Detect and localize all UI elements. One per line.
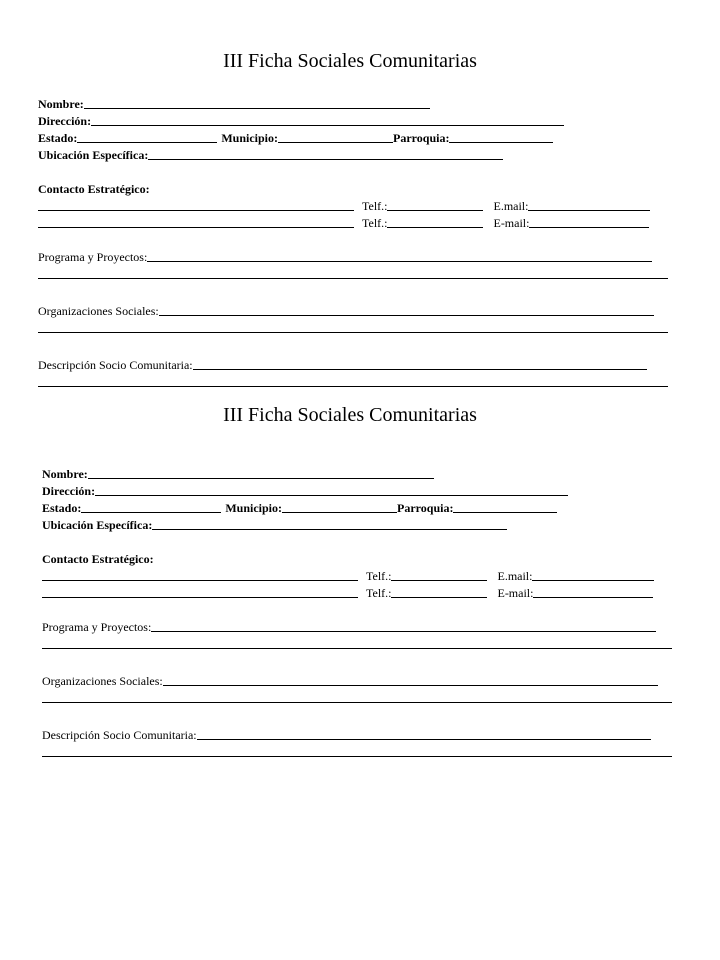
ubicacion-field[interactable] (148, 147, 503, 160)
contacto-line-2 (42, 583, 682, 600)
programa-field-line[interactable] (38, 266, 668, 279)
direccion-label: Dirección: (42, 484, 96, 498)
organizaciones-field-line[interactable] (38, 320, 668, 333)
organizaciones-field-line[interactable] (42, 690, 672, 703)
ubicacion-label: Ubicación Específica: (38, 148, 149, 162)
estado-field[interactable] (81, 500, 221, 513)
municipio-label: Municipio: (221, 131, 279, 145)
programa-row-2 (38, 264, 678, 281)
municipio-field[interactable] (282, 500, 397, 513)
telf-field[interactable] (391, 568, 487, 581)
estado-row (38, 128, 678, 145)
parroquia-field[interactable] (453, 500, 557, 513)
organizaciones-row (38, 301, 678, 318)
email-label: E.mail: (493, 199, 529, 213)
organizaciones-label: Organizaciones Sociales: (42, 674, 163, 688)
contacto-name-field[interactable] (38, 198, 354, 211)
estado-label: Estado: (42, 501, 82, 515)
parroquia-label: Parroquia: (393, 131, 450, 145)
contacto-line-1 (38, 196, 678, 213)
email-field[interactable] (533, 585, 653, 598)
telf-label: Telf.: (362, 199, 388, 213)
email-label: E-mail: (497, 586, 534, 600)
programa-label: Programa y Proyectos: (42, 620, 152, 634)
contacto-line-1 (42, 566, 682, 583)
municipio-label: Municipio: (225, 501, 283, 515)
parroquia-label: Parroquia: (397, 501, 454, 515)
form-title: III Ficha Sociales Comunitarias (223, 404, 477, 426)
contacto-name-field[interactable] (42, 568, 358, 581)
descripcion-row-2 (38, 372, 678, 389)
telf-field[interactable] (391, 585, 487, 598)
email-label: E-mail: (493, 216, 530, 230)
ubicacion-label: Ubicación Específica: (42, 518, 153, 532)
programa-row (38, 247, 678, 264)
nombre-row (42, 464, 682, 481)
nombre-field[interactable] (84, 96, 430, 109)
email-field[interactable] (528, 198, 650, 211)
estado-label: Estado: (38, 131, 78, 145)
descripcion-field-line[interactable] (42, 744, 672, 757)
parroquia-field[interactable] (449, 130, 553, 143)
form-2 (42, 402, 682, 759)
descripcion-field-line[interactable] (38, 374, 668, 387)
nombre-label: Nombre: (38, 97, 84, 111)
contacto-name-field[interactable] (38, 215, 354, 228)
contacto-row (38, 179, 678, 196)
organizaciones-row-2 (38, 318, 678, 335)
direccion-field[interactable] (91, 113, 564, 126)
direccion-field[interactable] (95, 483, 568, 496)
organizaciones-field[interactable] (163, 673, 658, 686)
programa-row-2 (42, 634, 682, 651)
contacto-row (42, 549, 682, 566)
telf-label: Telf.: (366, 569, 392, 583)
telf-field[interactable] (387, 215, 483, 228)
email-field[interactable] (532, 568, 654, 581)
estado-row (42, 498, 682, 515)
descripcion-row-2 (42, 742, 682, 759)
ubicacion-row (42, 515, 682, 532)
programa-field-line[interactable] (42, 636, 672, 649)
direccion-row (38, 111, 678, 128)
descripcion-label: Descripción Socio Comunitaria: (42, 728, 197, 742)
organizaciones-label: Organizaciones Sociales: (38, 304, 159, 318)
contacto-label: Contacto Estratégico: (42, 552, 154, 566)
programa-field[interactable] (147, 249, 652, 262)
email-field[interactable] (529, 215, 649, 228)
nombre-label: Nombre: (42, 467, 88, 481)
ubicacion-row (38, 145, 678, 162)
form-title: III Ficha Sociales Comunitarias (223, 50, 477, 72)
municipio-field[interactable] (278, 130, 393, 143)
descripcion-field[interactable] (197, 727, 651, 740)
organizaciones-row-2 (42, 688, 682, 705)
descripcion-label: Descripción Socio Comunitaria: (38, 358, 193, 372)
organizaciones-row (42, 671, 682, 688)
form-1 (38, 48, 678, 389)
contacto-name-field[interactable] (42, 585, 358, 598)
descripcion-field[interactable] (193, 357, 647, 370)
contacto-line-2 (38, 213, 678, 230)
descripcion-row (42, 725, 682, 742)
programa-field[interactable] (151, 619, 656, 632)
email-label: E.mail: (497, 569, 533, 583)
estado-field[interactable] (77, 130, 217, 143)
telf-label: Telf.: (362, 216, 388, 230)
direccion-row (42, 481, 682, 498)
telf-label: Telf.: (366, 586, 392, 600)
organizaciones-field[interactable] (159, 303, 654, 316)
telf-field[interactable] (387, 198, 483, 211)
descripcion-row (38, 355, 678, 372)
direccion-label: Dirección: (38, 114, 92, 128)
programa-row (42, 617, 682, 634)
nombre-field[interactable] (88, 466, 434, 479)
contacto-label: Contacto Estratégico: (38, 182, 150, 196)
nombre-row (38, 94, 678, 111)
programa-label: Programa y Proyectos: (38, 250, 148, 264)
ubicacion-field[interactable] (152, 517, 507, 530)
